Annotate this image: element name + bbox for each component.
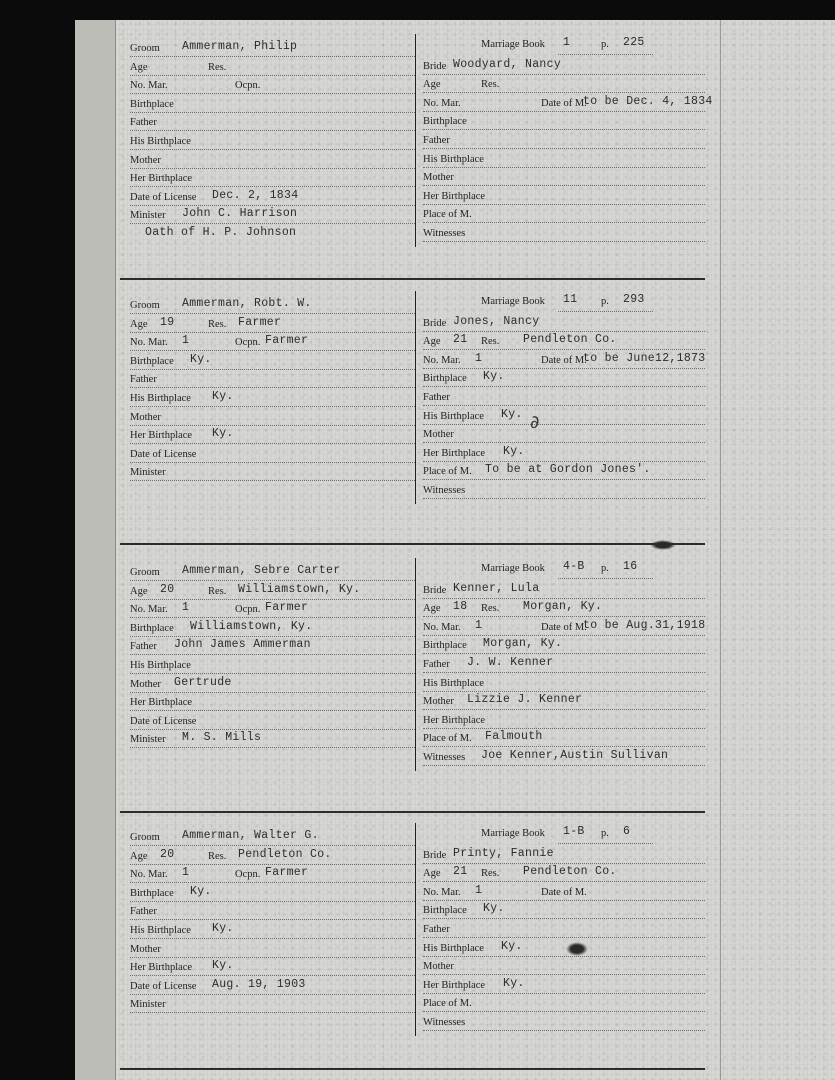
groom-groom-label: Groom bbox=[130, 567, 160, 578]
groom-res-label: Res. bbox=[208, 850, 227, 862]
bride-birthplace-value: Morgan, Ky. bbox=[483, 637, 563, 651]
groom-note: Oath of H. P. Johnson bbox=[145, 226, 297, 239]
groom-no-mar-label: No. Mar. bbox=[130, 869, 168, 881]
bride-res-label: Res. bbox=[481, 868, 500, 880]
bride-his-birthplace-label: His Birthplace bbox=[423, 942, 484, 954]
groom-date-of-license-label: Date of License bbox=[130, 191, 197, 203]
bride-mother-label: Mother bbox=[423, 961, 454, 973]
bride-witnesses-label: Witnesses bbox=[423, 752, 466, 763]
groom-row-line bbox=[130, 464, 415, 481]
groom-groom-label: Groom bbox=[130, 300, 160, 311]
groom-ocpn-label: Ocpn. bbox=[235, 869, 261, 881]
bride-his-birthplace-label: His Birthplace bbox=[423, 410, 484, 422]
groom-no-mar-value: 1 bbox=[182, 334, 190, 348]
groom-name-value: Ammerman, Philip bbox=[182, 40, 298, 53]
groom-age-label: Age bbox=[130, 318, 148, 330]
bride-age-value: 21 bbox=[453, 333, 468, 347]
marriage-book-number: 4-B bbox=[563, 560, 585, 573]
bride-birthplace-value: Ky. bbox=[483, 370, 505, 384]
bride-father-label: Father bbox=[423, 924, 450, 935]
groom-row-line bbox=[130, 409, 415, 426]
bride-date-of-m-label: Date of M. bbox=[541, 621, 587, 633]
groom-mother-label: Mother bbox=[130, 411, 161, 423]
bride-father-label: Father bbox=[423, 135, 450, 146]
bride-her-birthplace-label: Her Birthplace bbox=[423, 714, 486, 726]
bride-age-label: Age bbox=[423, 868, 441, 880]
groom-minister-label: Minister bbox=[130, 999, 166, 1011]
groom-age-value: 20 bbox=[160, 582, 175, 596]
groom-name-value: Ammerman, Sebre Carter bbox=[182, 564, 341, 577]
bride-row-line bbox=[423, 76, 705, 93]
groom-date-of-license-label: Date of License bbox=[130, 980, 197, 992]
bride-birthplace-label: Birthplace bbox=[423, 373, 467, 385]
bride-mother-value: Lizzie J. Kenner bbox=[467, 693, 583, 707]
groom-father-label: Father bbox=[130, 641, 157, 653]
marriage-book-label: Marriage Book bbox=[481, 563, 545, 574]
groom-res-label: Res. bbox=[208, 318, 227, 330]
bride-row-line bbox=[423, 225, 705, 242]
marriage-book-line bbox=[558, 827, 653, 844]
bride-res-value: Pendleton Co. bbox=[523, 333, 617, 347]
groom-name-value: Ammerman, Walter G. bbox=[182, 829, 319, 842]
groom-ocpn-label: Ocpn. bbox=[235, 80, 261, 92]
bride-date-of-m-label: Date of M. bbox=[541, 886, 587, 898]
bride-age-value: 21 bbox=[453, 865, 468, 879]
marriage-book-label: Marriage Book bbox=[481, 39, 545, 50]
bride-age-label: Age bbox=[423, 336, 441, 348]
groom-his-birthplace-value: Ky. bbox=[212, 922, 234, 935]
left-margin-strip bbox=[75, 20, 116, 1080]
bride-name-value: Jones, Nancy bbox=[453, 314, 540, 328]
record-separator-1 bbox=[120, 278, 705, 280]
bride-res-value: Pendleton Co. bbox=[523, 865, 617, 879]
groom-ocpn-value: Farmer bbox=[265, 866, 309, 880]
groom-mother-value: Gertrude bbox=[174, 675, 232, 689]
record-separator-4 bbox=[120, 1068, 705, 1070]
bride-birthplace-value: Ky. bbox=[483, 902, 505, 916]
bride-her-birthplace-label: Her Birthplace bbox=[423, 447, 486, 459]
groom-row-line bbox=[130, 676, 415, 693]
bride-mother-label: Mother bbox=[423, 429, 454, 441]
bride-bride-label: Bride bbox=[423, 317, 447, 329]
groom-her-birthplace-label: Her Birthplace bbox=[130, 173, 193, 185]
groom-groom-label: Groom bbox=[130, 43, 160, 54]
marriage-book-label: Marriage Book bbox=[481, 828, 545, 839]
groom-row-line bbox=[130, 941, 415, 958]
groom-res-label: Res. bbox=[208, 61, 227, 73]
bride-res-label: Res. bbox=[481, 336, 500, 348]
bride-her-birthplace-value: Ky. bbox=[503, 976, 525, 990]
bride-bride-label: Bride bbox=[423, 60, 447, 72]
groom-row-line bbox=[130, 77, 415, 94]
bride-age-label: Age bbox=[423, 79, 441, 91]
bride-birthplace-label: Birthplace bbox=[423, 116, 467, 128]
marriage-book-number: 1 bbox=[563, 36, 571, 49]
bride-name-value: Kenner, Lula bbox=[453, 581, 540, 595]
marriage-book-label: Marriage Book bbox=[481, 296, 545, 307]
marriage-book-line bbox=[558, 295, 653, 312]
marriage-page-label: p. bbox=[601, 296, 609, 307]
groom-row-line bbox=[130, 59, 415, 76]
bride-name-value: Printy, Fannie bbox=[453, 846, 554, 860]
marriage-book-number: 11 bbox=[563, 293, 578, 306]
bride-row-line bbox=[423, 169, 705, 186]
bride-date-of-m-label: Date of M. bbox=[541, 354, 587, 366]
ink-blot bbox=[566, 942, 588, 956]
marriage-page-number: 6 bbox=[623, 825, 631, 838]
groom-date-of-license-label: Date of License bbox=[130, 715, 197, 727]
bride-place-of-m-label: Place of M. bbox=[423, 466, 472, 478]
groom-his-birthplace-label: His Birthplace bbox=[130, 136, 191, 147]
marriage-page-number: 293 bbox=[623, 293, 645, 306]
groom-date-of-license-label: Date of License bbox=[130, 448, 197, 460]
record-separator-2 bbox=[120, 543, 705, 545]
bride-place-of-m-value: To be at Gordon Jones'. bbox=[485, 463, 651, 477]
bride-no-mar-value: 1 bbox=[475, 351, 483, 365]
groom-father-label: Father bbox=[130, 906, 157, 918]
groom-birthplace-label: Birthplace bbox=[130, 98, 174, 110]
groom-groom-label: Groom bbox=[130, 832, 160, 843]
groom-ocpn-label: Ocpn. bbox=[235, 604, 261, 616]
bride-row-line bbox=[423, 1014, 705, 1031]
groom-row-line bbox=[130, 152, 415, 169]
groom-ocpn-value: Farmer bbox=[265, 334, 309, 348]
groom-birthplace-label: Birthplace bbox=[130, 887, 174, 899]
bride-date-of-m-value: to be Aug.31,1918 bbox=[583, 618, 706, 632]
bride-bride-label: Bride bbox=[423, 584, 447, 596]
bride-res-label: Res. bbox=[481, 603, 500, 615]
groom-birthplace-value: Ky. bbox=[190, 884, 212, 898]
groom-age-value: 19 bbox=[160, 315, 175, 329]
groom-her-birthplace-label: Her Birthplace bbox=[130, 430, 193, 442]
groom-mother-label: Mother bbox=[130, 154, 161, 166]
bride-name-value: Woodyard, Nancy bbox=[453, 57, 562, 71]
bride-father-label: Father bbox=[423, 392, 450, 403]
groom-his-birthplace-label: His Birthplace bbox=[130, 660, 191, 671]
groom-birthplace-value: Ky. bbox=[190, 352, 212, 366]
groom-res-value: Farmer bbox=[238, 315, 282, 329]
bride-her-birthplace-value: Ky. bbox=[503, 444, 525, 458]
bride-no-mar-label: No. Mar. bbox=[423, 97, 461, 109]
bride-date-of-m-label: Date of M. bbox=[541, 97, 587, 109]
bride-age-value: 18 bbox=[453, 600, 468, 614]
bride-place-of-m-label: Place of M. bbox=[423, 209, 472, 221]
groom-row-line bbox=[130, 903, 415, 920]
handwritten-mark: ∂ bbox=[530, 412, 540, 433]
bride-witnesses-label: Witnesses bbox=[423, 485, 466, 496]
groom-res-label: Res. bbox=[208, 585, 227, 597]
groom-date-of-license-value: Dec. 2, 1834 bbox=[212, 188, 299, 202]
groom-res-value: Pendleton Co. bbox=[238, 847, 332, 861]
bride-age-label: Age bbox=[423, 603, 441, 615]
bride-res-value: Morgan, Ky. bbox=[523, 600, 603, 614]
groom-no-mar-label: No. Mar. bbox=[130, 604, 168, 616]
marriage-page-number: 225 bbox=[623, 36, 645, 49]
groom-his-birthplace-label: His Birthplace bbox=[130, 925, 191, 936]
page-fold-line bbox=[720, 20, 721, 1080]
bride-witnesses-label: Witnesses bbox=[423, 1017, 466, 1028]
groom-birthplace-value: Williamstown, Ky. bbox=[190, 619, 313, 633]
bride-row-line bbox=[423, 389, 705, 406]
groom-res-value: Williamstown, Ky. bbox=[238, 582, 361, 596]
groom-birthplace-label: Birthplace bbox=[130, 355, 174, 367]
bride-birthplace-label: Birthplace bbox=[423, 640, 467, 652]
groom-age-label: Age bbox=[130, 61, 148, 73]
bride-her-birthplace-label: Her Birthplace bbox=[423, 979, 486, 991]
bride-his-birthplace-label: His Birthplace bbox=[423, 153, 484, 165]
bride-no-mar-label: No. Mar. bbox=[423, 354, 461, 366]
bride-his-birthplace-value: Ky. bbox=[501, 407, 523, 421]
bride-witnesses-value: Joe Kenner,Austin Sullivan bbox=[481, 749, 669, 762]
groom-ocpn-label: Ocpn. bbox=[235, 337, 261, 349]
groom-her-birthplace-label: Her Birthplace bbox=[130, 962, 193, 974]
groom-father-label: Father bbox=[130, 117, 157, 129]
groom-name-value: Ammerman, Robt. W. bbox=[182, 297, 312, 310]
groom-age-label: Age bbox=[130, 850, 148, 862]
bride-no-mar-value: 1 bbox=[475, 618, 483, 632]
groom-mother-label: Mother bbox=[130, 678, 161, 690]
groom-row-line bbox=[130, 114, 415, 131]
groom-ocpn-value: Farmer bbox=[265, 601, 309, 615]
bride-row-line bbox=[423, 132, 705, 149]
groom-minister-label: Minister bbox=[130, 467, 166, 479]
groom-his-birthplace-label: His Birthplace bbox=[130, 393, 191, 404]
bride-mother-label: Mother bbox=[423, 696, 454, 708]
bride-his-birthplace-value: Ky. bbox=[501, 939, 523, 953]
groom-her-birthplace-value: Ky. bbox=[212, 959, 234, 973]
groom-minister-value: John C. Harrison bbox=[182, 207, 298, 221]
marriage-book-line bbox=[558, 562, 653, 579]
marriage-page-label: p. bbox=[601, 563, 609, 574]
marriage-page-label: p. bbox=[601, 828, 609, 839]
record-separator-3 bbox=[120, 811, 705, 813]
bride-father-label: Father bbox=[423, 659, 450, 670]
bride-date-of-m-value: to be Dec. 4, 1834 bbox=[583, 94, 713, 108]
groom-birthplace-label: Birthplace bbox=[130, 622, 174, 634]
bride-no-mar-label: No. Mar. bbox=[423, 621, 461, 633]
bride-bride-label: Bride bbox=[423, 849, 447, 861]
bride-row-line bbox=[423, 921, 705, 938]
groom-her-birthplace-label: Her Birthplace bbox=[130, 697, 193, 709]
bride-date-of-m-value: to be June12,1873 bbox=[583, 351, 706, 365]
groom-no-mar-label: No. Mar. bbox=[130, 80, 168, 92]
bride-no-mar-value: 1 bbox=[475, 883, 483, 897]
groom-father-label: Father bbox=[130, 374, 157, 386]
record-divider-4 bbox=[415, 823, 416, 1036]
bride-birthplace-label: Birthplace bbox=[423, 905, 467, 917]
bride-place-of-m-label: Place of M. bbox=[423, 998, 472, 1010]
record-divider-1 bbox=[415, 34, 416, 247]
bride-mother-label: Mother bbox=[423, 172, 454, 184]
groom-mother-label: Mother bbox=[130, 943, 161, 955]
bride-row-line bbox=[423, 426, 705, 443]
groom-row-line bbox=[130, 371, 415, 388]
groom-row-line bbox=[130, 731, 415, 748]
groom-his-birthplace-value: Ky. bbox=[212, 390, 234, 403]
groom-no-mar-value: 1 bbox=[182, 866, 190, 880]
groom-minister-label: Minister bbox=[130, 210, 166, 222]
bride-res-label: Res. bbox=[481, 79, 500, 91]
bride-row-line bbox=[423, 656, 705, 673]
groom-minister-label: Minister bbox=[130, 734, 166, 746]
groom-minister-value: M. S. Mills bbox=[182, 731, 262, 745]
bride-place-of-m-label: Place of M. bbox=[423, 733, 472, 745]
marriage-page-number: 16 bbox=[623, 560, 638, 573]
record-divider-3 bbox=[415, 558, 416, 771]
groom-date-of-license-value: Aug. 19, 1903 bbox=[212, 977, 306, 991]
groom-age-label: Age bbox=[130, 585, 148, 597]
bride-no-mar-label: No. Mar. bbox=[423, 886, 461, 898]
groom-no-mar-value: 1 bbox=[182, 601, 190, 615]
marriage-book-number: 1-B bbox=[563, 825, 585, 838]
bride-her-birthplace-label: Her Birthplace bbox=[423, 190, 486, 202]
groom-no-mar-label: No. Mar. bbox=[130, 337, 168, 349]
bride-row-line bbox=[423, 958, 705, 975]
ink-blot bbox=[650, 540, 676, 550]
bride-his-birthplace-label: His Birthplace bbox=[423, 677, 484, 689]
groom-age-value: 20 bbox=[160, 847, 175, 861]
groom-father-value: John James Ammerman bbox=[174, 638, 311, 652]
bride-row-line bbox=[423, 482, 705, 499]
groom-her-birthplace-value: Ky. bbox=[212, 427, 234, 441]
groom-row-line bbox=[130, 996, 415, 1013]
marriage-page-label: p. bbox=[601, 39, 609, 50]
bride-witnesses-label: Witnesses bbox=[423, 228, 466, 239]
bride-place-of-m-value: Falmouth bbox=[485, 730, 543, 744]
record-divider-2 bbox=[415, 291, 416, 504]
marriage-book-line bbox=[558, 38, 653, 55]
bride-father-value: J. W. Kenner bbox=[467, 656, 554, 669]
